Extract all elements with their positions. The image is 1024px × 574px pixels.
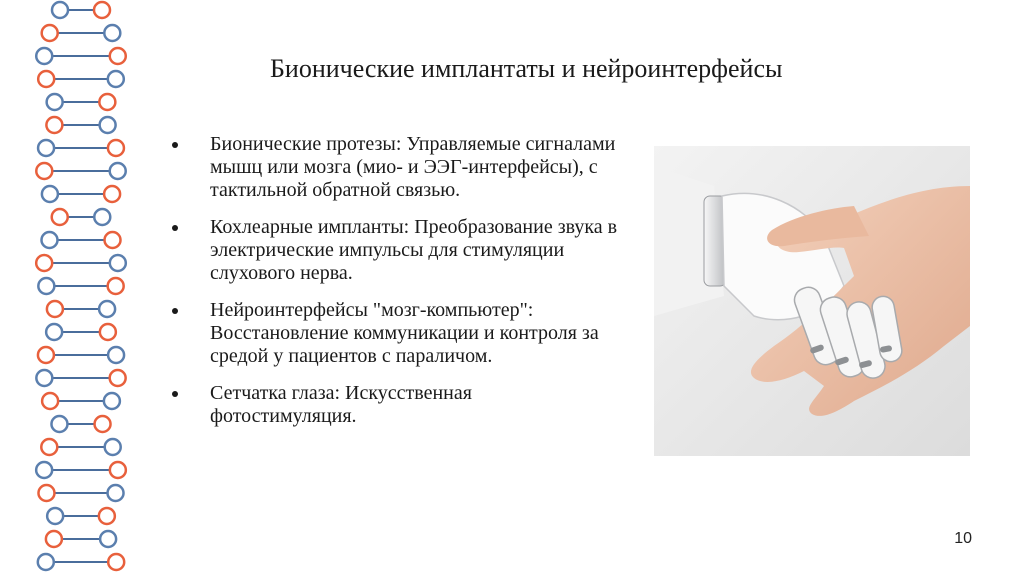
bullet-dot-icon [172,391,178,397]
bullet-dot-icon [172,225,178,231]
page-number: 10 [954,530,972,547]
bullet-list [172,133,622,442]
bullet-dot-icon [172,308,178,314]
robot-human-handshake-icon [654,146,970,456]
bullet-item [172,299,622,368]
bullet-item [172,133,622,202]
bullet-text: Бионические протезы: Управляемые сигналами мышц или мозга (мио- и ЭЭГ-интерфейсы), с тактильной обратной связью. [210,133,616,201]
bullet-text: Кохлеарные импланты: Преобразование звука в электрические импульсы для стимуляции слухового нерва. [210,216,618,284]
bullet-text: Сетчатка глаза: Искусственная фотостимуляция. [210,382,472,427]
bullet-dot-icon [172,142,178,148]
slide-title: Бионические имплантаты и нейроинтерфейсы [270,54,783,83]
bullet-item [172,216,622,285]
dna-helix-icon [0,0,170,574]
bullet-text: Нейроинтерфейсы "мозг-компьютер": Восстановление коммуникации и контроля за средой у пациентов с параличом. [210,299,599,367]
handshake-photo [654,146,970,456]
bullet-item [172,382,622,428]
